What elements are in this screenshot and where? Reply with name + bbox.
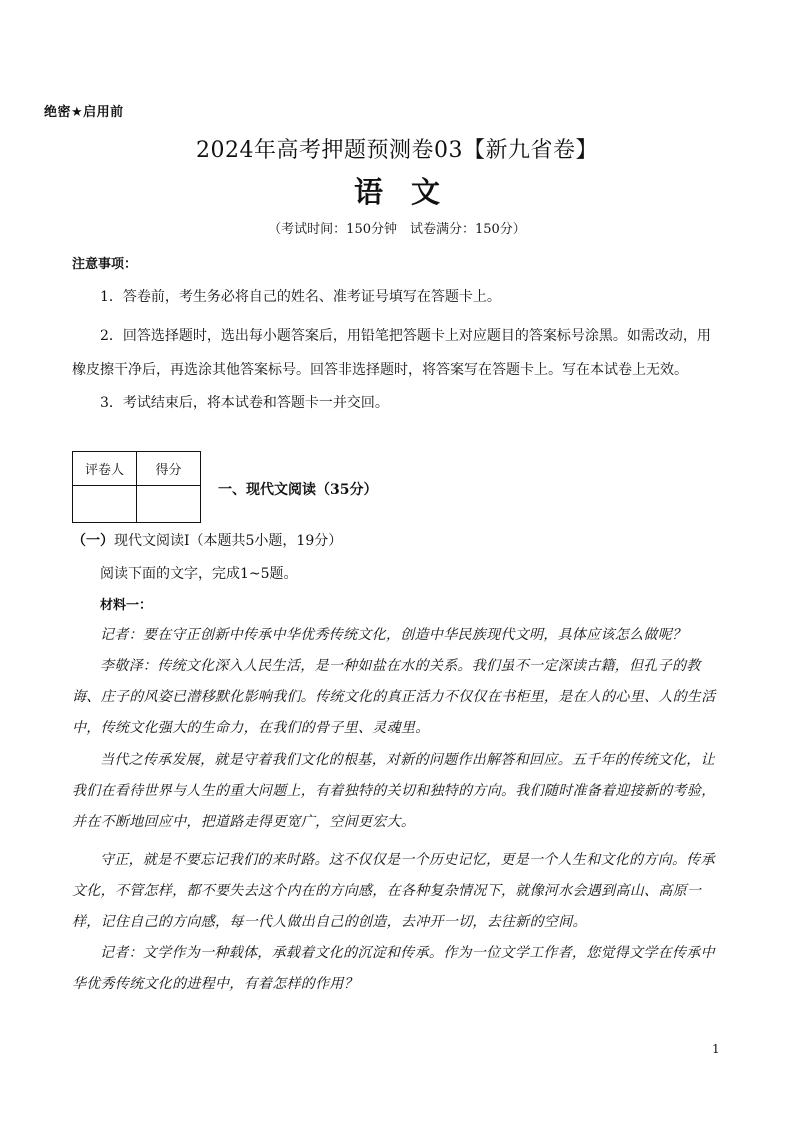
score-table-grader-header: 评卷人 <box>73 452 137 486</box>
reading-instruction: 阅读下面的文字，完成1~5题。 <box>100 566 298 582</box>
subsection-heading <box>72 530 342 550</box>
subsection-label: （一） <box>72 533 114 549</box>
notice-item-3: 3．考试结束后，将本试卷和答题卡一并交回。 <box>100 395 389 411</box>
score-table <box>72 451 201 523</box>
passage-paragraph-2: 李敬泽：传统文化深入人民生活，是一种如盐在水的关系。我们虽不一定深读古籍，但孔子的教诲、庄子的风姿已潜移默化影响我们。传统文化的真正活力不仅仅在书柜里，是在人的心里、人的生活中，传统文化强大的生命力，在我们的骨子里、灵魂里。 <box>72 658 716 736</box>
page-number: 1 <box>712 1042 720 1056</box>
subject-title: 语文 <box>353 175 468 209</box>
notice-heading: 注意事项： <box>72 257 138 272</box>
passage-paragraph-5: 记者：文学作为一种载体，承载着文化的沉淀和传承。作为一位文学工作者，您觉得文学在传承中华优秀传统文化的进程中，有着怎样的作用？ <box>72 945 715 992</box>
secret-mark: 绝密★启用前 <box>44 105 124 120</box>
notice-item-2: 2．回答选择题时，选出每小题答案后，用铅笔把答题卡上对应题目的答案标号涂黑。如需改动，用橡皮擦干净后，再选涂其他答案标号。回答非选择题时，将答案写在答题卡上。写在本试卷上无效。 <box>72 328 711 378</box>
exam-title: 2024年高考押题预测卷03【新九省卷】 <box>196 138 598 163</box>
material-heading: 材料一： <box>100 598 153 613</box>
exam-meta: （考试时间：150分钟 试卷满分：150分） <box>268 222 526 237</box>
score-table-grader-cell <box>73 486 137 523</box>
notice-item-1: 1．答卷前，考生务必将自己的姓名、准考证号填写在答题卡上。 <box>100 289 501 305</box>
passage-paragraph-4: 守正，就是不要忘记我们的来时路。这不仅仅是一个历史记忆，更是一个人生和文化的方向。传承文化，不管怎样，都不要失去这个内在的方向感，在各种复杂情况下，就像河水会遇到高山、高原一样，记住自己的方向感，每一代人做出自己的创造，去冲开一切，去往新的空间。 <box>72 852 715 930</box>
passage-paragraph-3: 当代之传承发展，就是守着我们文化的根基，对新的问题作出解答和回应。五千年的传统文化，让我们在看待世界与人生的重大问题上，有着独特的关切和独特的方向。我们随时准备着迎接新的考验，并在不断地回应中，把道路走得更宽广，空间更宏大。 <box>72 752 716 830</box>
section-heading: 一、现代文阅读（35分） <box>218 482 378 498</box>
passage-paragraph-1: 记者：要在守正创新中传承中华优秀传统文化，创造中华民族现代文明，具体应该怎么做呢？ <box>100 627 687 643</box>
subsection-title: 现代文阅读Ⅰ（本题共5小题，19分） <box>114 533 343 549</box>
score-table-score-cell <box>137 486 201 523</box>
score-table-score-header: 得分 <box>137 452 201 486</box>
